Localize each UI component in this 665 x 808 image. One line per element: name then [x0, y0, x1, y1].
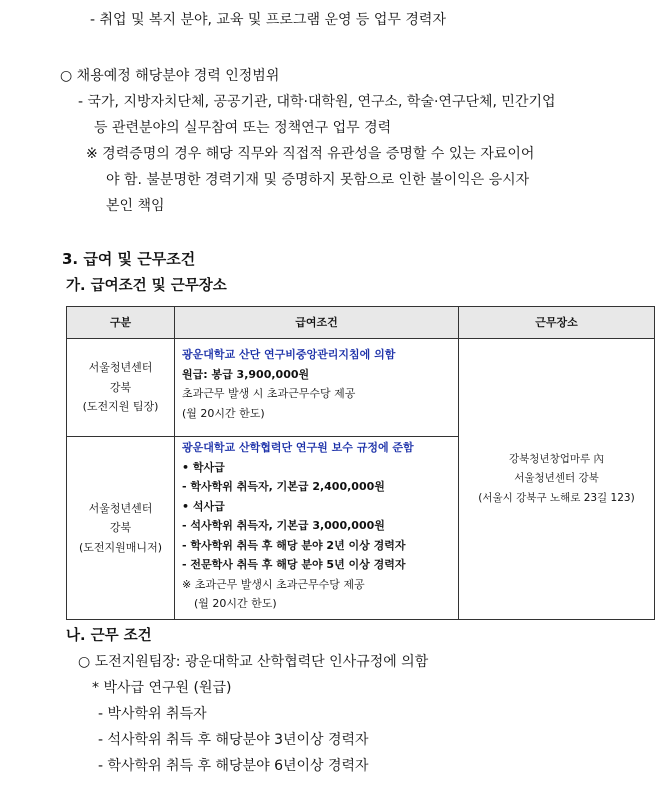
row2-category [67, 437, 175, 620]
row1-cat-line3: (도전지원 팀장) [82, 400, 159, 414]
location-cell [459, 339, 655, 620]
row1-rule: 광운대학교 산단 연구비중앙관리지침에 의함 [182, 348, 396, 361]
row1-category [67, 339, 175, 437]
section-3a-title: 가. 급여조건 및 근무장소 [66, 278, 227, 294]
section-3b-title: 나. 근무 조건 [66, 628, 152, 644]
career-note-line-3: 본인 책임 [106, 198, 165, 214]
row2-master-grade: • 석사급 [182, 499, 225, 513]
row2-master-pay: - 석사학위 취득자, 기본급 3,000,000원 [182, 519, 385, 532]
career-scope-line-1: - 국가, 지방자치단체, 공공기관, 대학·대학원, 연구소, 학술·연구단체, 민간기업 [78, 94, 556, 110]
row1-cat-line2: 강북 [109, 380, 132, 394]
work-condition-line-2: * 박사급 연구원 (원급) [92, 680, 232, 696]
career-scope-line-2: 등 관련분야의 실무참여 또는 정책연구 업무 경력 [94, 120, 392, 136]
row2-cat-line3: (도전지원매니저) [79, 540, 162, 554]
header-location: 근무장소 [459, 307, 655, 339]
row2-salary [175, 437, 459, 620]
table-header-row [67, 307, 655, 339]
header-category: 구분 [67, 307, 175, 339]
location-line2: 서울청년센터 강북 [514, 472, 599, 485]
row2-rule: 광운대학교 산학협력단 연구원 보수 규정에 준함 [182, 441, 414, 454]
work-condition-line-4: - 석사학위 취득 후 해당분야 3년이상 경력자 [98, 732, 369, 748]
work-condition-line-1: ○ 도전지원팀장: 광운대학교 산학협력단 인사규정에 의함 [78, 654, 429, 670]
row2-cat-line2: 강북 [109, 521, 132, 535]
table-row [67, 339, 655, 437]
work-condition-line-3: - 박사학위 취득자 [98, 706, 207, 722]
career-note-line-2: 야 함. 불분명한 경력기재 및 증명하지 못함으로 인한 불이익은 응시자 [106, 172, 530, 188]
location-line3: (서울시 강북구 노해로 23길 123) [478, 491, 635, 504]
row2-associate-5yr: - 전문학사 취득 후 해당 분야 5년 이상 경력자 [182, 558, 406, 571]
row2-overtime: ※ 초과근무 발생시 초과근무수당 제공 [182, 577, 365, 591]
row1-pay: 원급: 봉급 3,900,000원 [182, 367, 310, 381]
row2-bachelor-2yr: - 학사학위 취득 후 해당 분야 2년 이상 경력자 [182, 538, 406, 552]
work-condition-line-5: - 학사학위 취득 후 해당분야 6년이상 경력자 [98, 758, 369, 774]
row1-salary [175, 339, 459, 437]
intro-line: - 취업 및 복지 분야, 교육 및 프로그램 운영 등 업무 경력자 [90, 12, 446, 28]
career-scope-heading: ○ 채용예정 해당분야 경력 인정범위 [60, 68, 280, 84]
salary-table [66, 306, 655, 620]
section-3-title: 3. 급여 및 근무조건 [62, 250, 196, 268]
row2-overtime-limit: (월 20시간 한도) [194, 597, 277, 610]
career-note-line-1: ※ 경력증명의 경우 해당 직무와 직접적 유관성을 증명할 수 있는 자료이어 [86, 146, 535, 162]
row2-bachelor-grade: • 학사급 [182, 460, 225, 474]
row1-cat-line1: 서울청년센터 [88, 361, 153, 375]
row2-bachelor-pay: - 학사학위 취득자, 기본급 2,400,000원 [182, 480, 385, 493]
header-salary: 급여조건 [175, 307, 459, 339]
location-line1: 강북청년창업마루 內 [509, 452, 604, 465]
row1-overtime-limit: (월 20시간 한도) [182, 406, 265, 420]
row2-cat-line1: 서울청년센터 [88, 501, 153, 515]
row1-overtime: 초과근무 발생 시 초과근무수당 제공 [182, 387, 356, 400]
